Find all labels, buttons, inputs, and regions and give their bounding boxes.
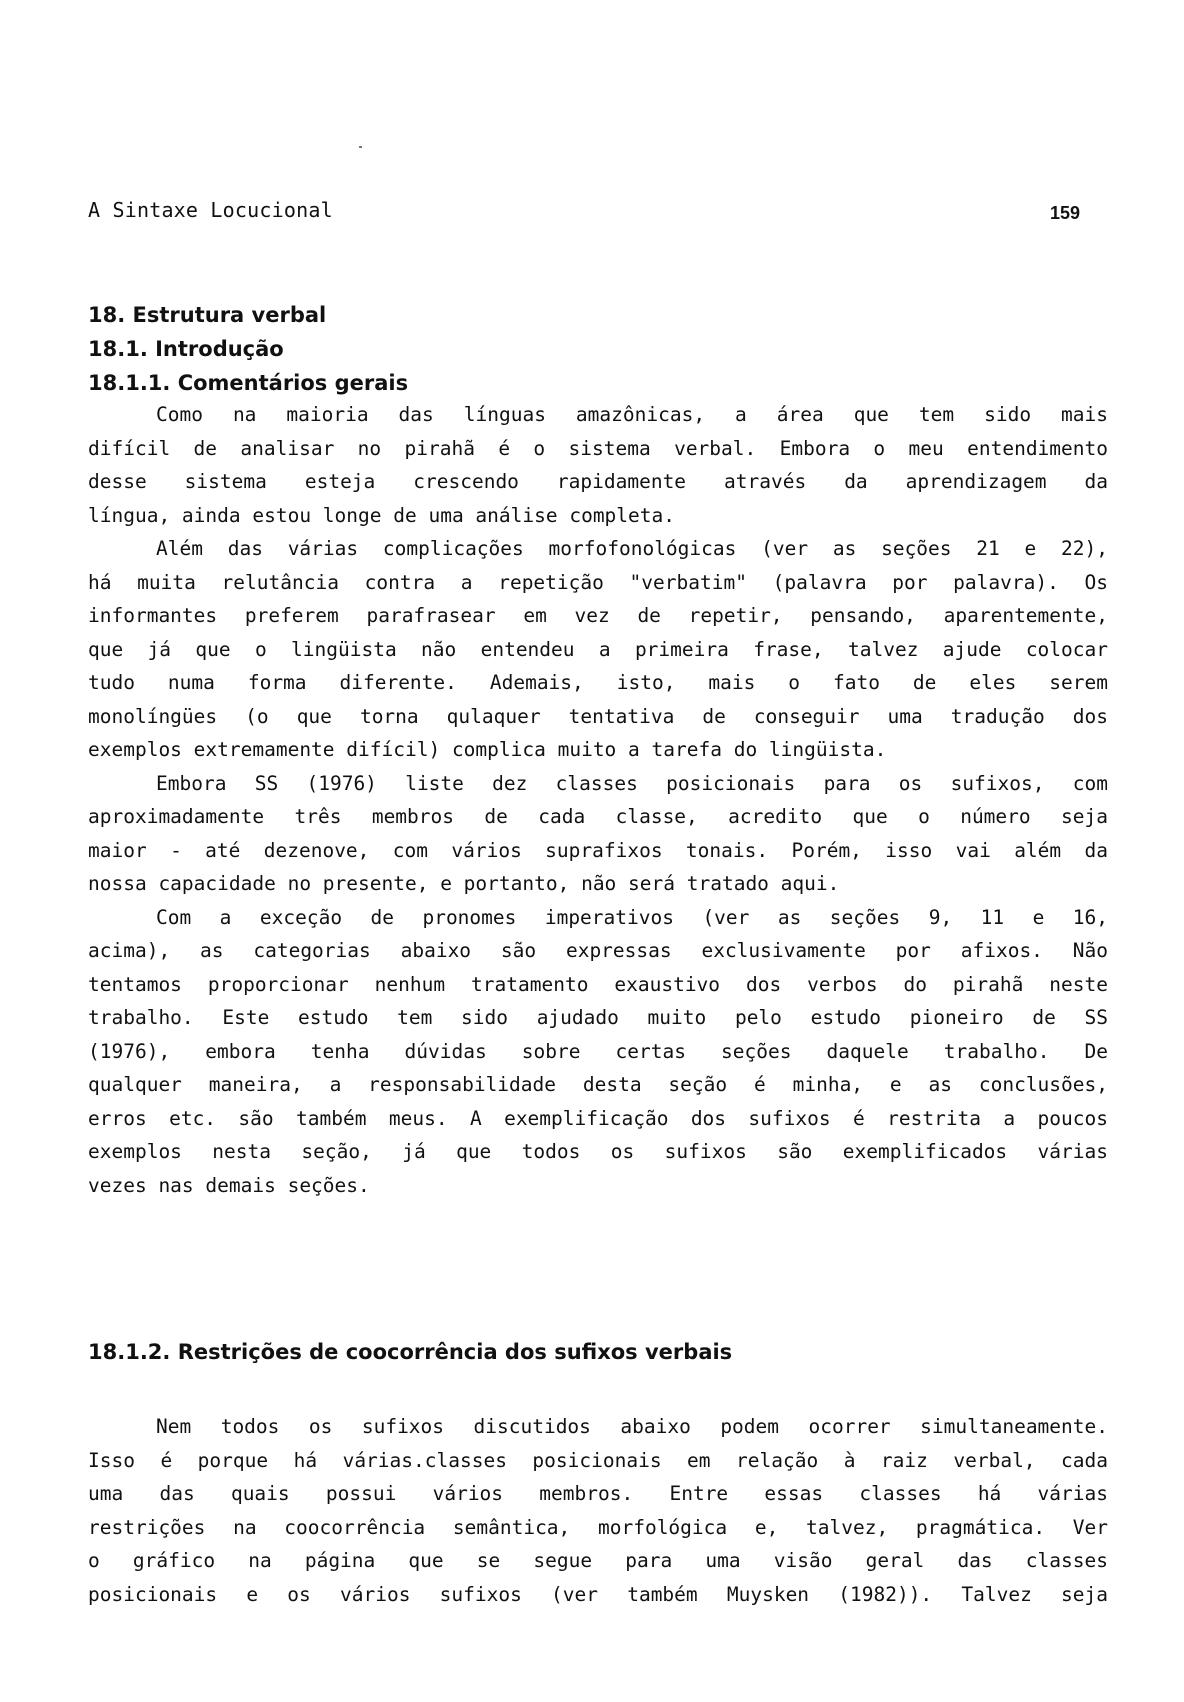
text-line: língua, ainda estou longe de uma análise completa. [88,503,675,527]
subsection-heading-2: 18.1.2. Restrições de coocorrência dos sufixos verbais [88,1340,733,1364]
text-line: restrições na coocorrência semântica, morfológica e, talvez, pragmática. Ver [88,1515,1108,1539]
text-line: tudo numa forma diferente. Ademais, isto, mais o fato de eles serem [88,671,1108,694]
text-line: qualquer maneira, a responsabilidade desta seção é minha, e as conclusões, [88,1073,1108,1096]
text-line: desse sistema esteja crescendo rapidamente através da aprendizagem da [88,470,1108,493]
text-line: o gráfico na página que se segue para uma visão geral das classes [88,1549,1108,1572]
text-line: nossa capacidade no presente, e portanto, não será tratado aqui. [88,872,840,895]
text-line: Embora SS (1976) liste dez classes posicionais para os sufixos, com [156,771,1108,795]
text-line: uma das quais possui vários membros. Entre essas classes há várias [88,1482,1108,1505]
text-line: difícil de analisar no pirahã é o sistema verbal. Embora o meu entendimento [88,436,1108,460]
subsection-heading: 18.1.1. Comentários gerais [88,371,409,395]
text-line: maior - até dezenove, com vários suprafixos tonais. Porém, isso vai além da [88,838,1108,862]
text-line: erros etc. são também meus. A exemplificação dos sufixos é restrita a poucos [88,1106,1108,1130]
section-1-body [88,398,1108,1202]
paragraph [88,398,1108,532]
text-line: aproximadamente três membros de cada classe, acredito que o número seja [88,805,1108,828]
section-heading: 18.1. Introdução [88,337,284,361]
text-line: posicionais e os vários sufixos (ver também Muysken (1982)). Talvez seja [88,1582,1108,1606]
paragraph [88,1410,1108,1611]
text-line: Com a exceção de pronomes imperativos (ver as seções 9, 11 e 16, [156,905,1108,929]
section-headings [88,298,408,400]
running-title: A Sintaxe Locucional [88,198,333,222]
paragraph [88,901,1108,1203]
text-line: Como na maioria das línguas amazônicas, a área que tem sido mais [156,403,1108,426]
page-number: 159 [1050,203,1081,223]
text-line: tentamos proporcionar nenhum tratamento exaustivo dos verbos do pirahã neste [88,972,1108,996]
text-line: Além das várias complicações morfofonológicas (ver as seções 21 e 22), [156,537,1108,560]
scan-speck [359,146,362,148]
text-line: trabalho. Este estudo tem sido ajudado muito pelo estudo pioneiro de SS [88,1006,1108,1029]
text-line: (1976), embora tenha dúvidas sobre certas seções daquele trabalho. De [88,1039,1108,1063]
text-line: Nem todos os sufixos discutidos abaixo podem ocorrer simultaneamente. [156,1415,1108,1438]
text-line: acima), as categorias abaixo são expressas exclusivamente por afixos. Não [88,939,1108,962]
paragraph [88,532,1108,767]
text-line: informantes preferem parafrasear em vez de repetir, pensando, aparentemente, [88,604,1108,627]
text-line: que já que o lingüista não entendeu a primeira frase, talvez ajude colocar [88,637,1108,661]
paragraph [88,767,1108,901]
text-line: vezes nas demais seções. [88,1173,370,1197]
text-line: exemplos extremamente difícil) complica muito a tarefa do lingüista. [88,738,887,761]
text-line: exemplos nesta seção, já que todos os sufixos são exemplificados várias [88,1140,1108,1163]
chapter-heading: 18. Estrutura verbal [88,303,327,327]
text-line: monolíngües (o que torna qulaquer tentativa de conseguir uma tradução dos [88,704,1108,728]
section-2-body [88,1410,1108,1611]
text-line: Isso é porque há várias.classes posicionais em relação à raiz verbal, cada [88,1448,1108,1472]
text-line: há muita relutância contra a repetição "verbatim" (palavra por palavra). Os [88,570,1108,594]
